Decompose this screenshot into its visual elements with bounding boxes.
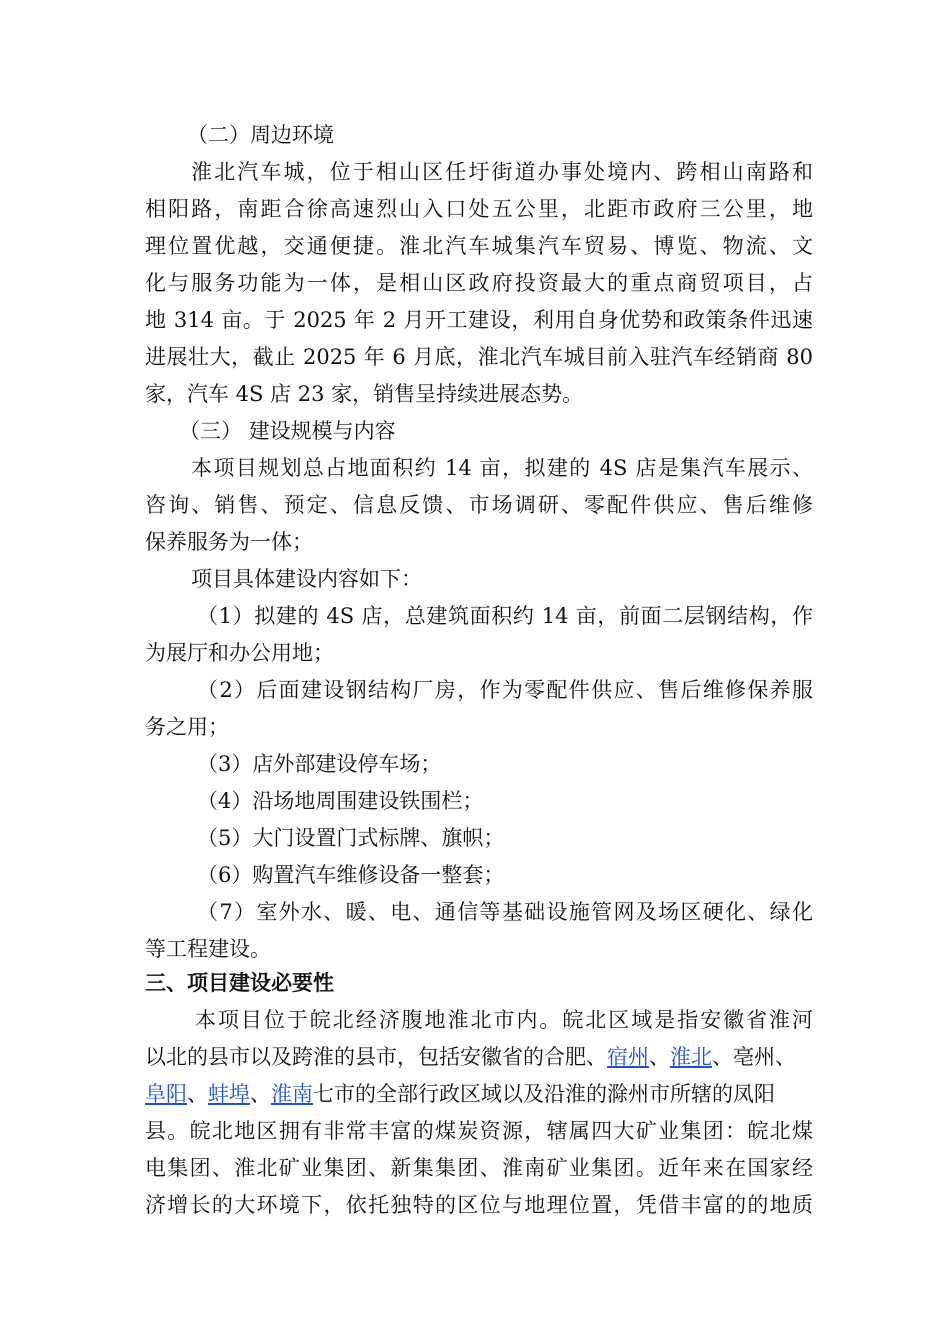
- separator: 、: [649, 1045, 670, 1069]
- paragraph-line: 保养服务为一体；: [145, 530, 313, 554]
- paragraph-line: 相阳路，南距合徐高速烈山入口处五公里，北距市政府三公里，地: [145, 197, 813, 221]
- link-huainan[interactable]: 淮南: [271, 1082, 313, 1106]
- list-item: （6）购置汽车维修设备一整套；: [197, 863, 505, 887]
- paragraph-line: 家，汽车 4S 店 23 家，销售呈持续进展态势。: [145, 382, 584, 406]
- section-scale-content: [145, 413, 813, 968]
- link-fuyang[interactable]: 阜阳: [145, 1082, 187, 1106]
- list-item-continuation: 为展厅和办公用地；: [145, 641, 334, 665]
- paragraph-line: 咨询、销售、预定、信息反馈、市场调研、零配件供应、售后维修: [145, 493, 813, 517]
- link-bengbu[interactable]: 蚌埠: [208, 1082, 250, 1106]
- section-heading-surroundings: （二）周边环境: [187, 123, 334, 147]
- list-item-continuation: 务之用；: [145, 715, 229, 739]
- text-run: 以北的县市以及跨淮的县市，包括安徽省的合肥、: [145, 1045, 607, 1069]
- paragraph-line: 本项目规划总占地面积约 14 亩，拟建的 4S 店是集汽车展示、: [191, 456, 813, 480]
- list-intro: 项目具体建设内容如下：: [191, 567, 422, 591]
- list-item: （2）后面建设钢结构厂房，作为零配件供应、售后维修保养服: [197, 678, 813, 702]
- paragraph-line: 本项目位于皖北经济腹地淮北市内。皖北区域是指安徽省淮河: [195, 1008, 813, 1032]
- paragraph-line: [145, 1076, 813, 1113]
- separator: 、: [187, 1082, 208, 1106]
- section-heading-scale: （三） 建设规模与内容: [179, 419, 396, 443]
- paragraph-line: 理位置优越，交通便捷。淮北汽车城集汽车贸易、博览、物流、文: [145, 234, 813, 258]
- text-run: 七市的全部行政区域以及沿淮的滁州市所辖的凤阳: [313, 1082, 775, 1106]
- separator: 、: [250, 1082, 271, 1106]
- paragraph-line: 电集团、淮北矿业集团、新集集团、淮南矿业集团。近年来在国家经: [145, 1156, 813, 1180]
- paragraph-line: 地 314 亩。于 2025 年 2 月开工建设，利用自身优势和政策条件迅速: [145, 308, 813, 332]
- paragraph-line: 济增长的大环境下，依托独特的区位与地理位置，凭借丰富的的地质: [145, 1193, 813, 1217]
- paragraph-line: 化与服务功能为一体，是相山区政府投资最大的重点商贸项目，占: [145, 271, 813, 295]
- list-item: （4）沿场地周围建设铁围栏；: [197, 789, 484, 813]
- paragraph-line: 进展壮大，截止 2025 年 6 月底，淮北汽车城目前入驻汽车经销商 80: [145, 345, 813, 369]
- list-item: （7）室外水、暖、电、通信等基础设施管网及场区硬化、绿化: [197, 900, 813, 924]
- link-huaibei[interactable]: 淮北: [670, 1045, 712, 1069]
- paragraph-line: 县。皖北地区拥有非常丰富的煤炭资源，辖属四大矿业集团：皖北煤: [145, 1119, 813, 1143]
- list-item: （5）大门设置门式标牌、旗帜；: [197, 826, 505, 850]
- section-surroundings: [145, 117, 813, 413]
- list-item: （1）拟建的 4S 店，总建筑面积约 14 亩，前面二层钢结构，作: [197, 604, 813, 628]
- list-item-continuation: 等工程建设。: [145, 937, 271, 961]
- chapter-necessity: [145, 965, 813, 1224]
- list-item: （3）店外部建设停车场；: [197, 752, 442, 776]
- chapter-heading: 三、项目建设必要性: [145, 971, 334, 995]
- link-suzhou[interactable]: 宿州: [607, 1045, 649, 1069]
- paragraph-line: 淮北汽车城，位于相山区任圩街道办事处境内、跨相山南路和: [191, 160, 813, 184]
- text-run: 、亳州、: [712, 1045, 796, 1069]
- paragraph-line: [145, 1039, 813, 1076]
